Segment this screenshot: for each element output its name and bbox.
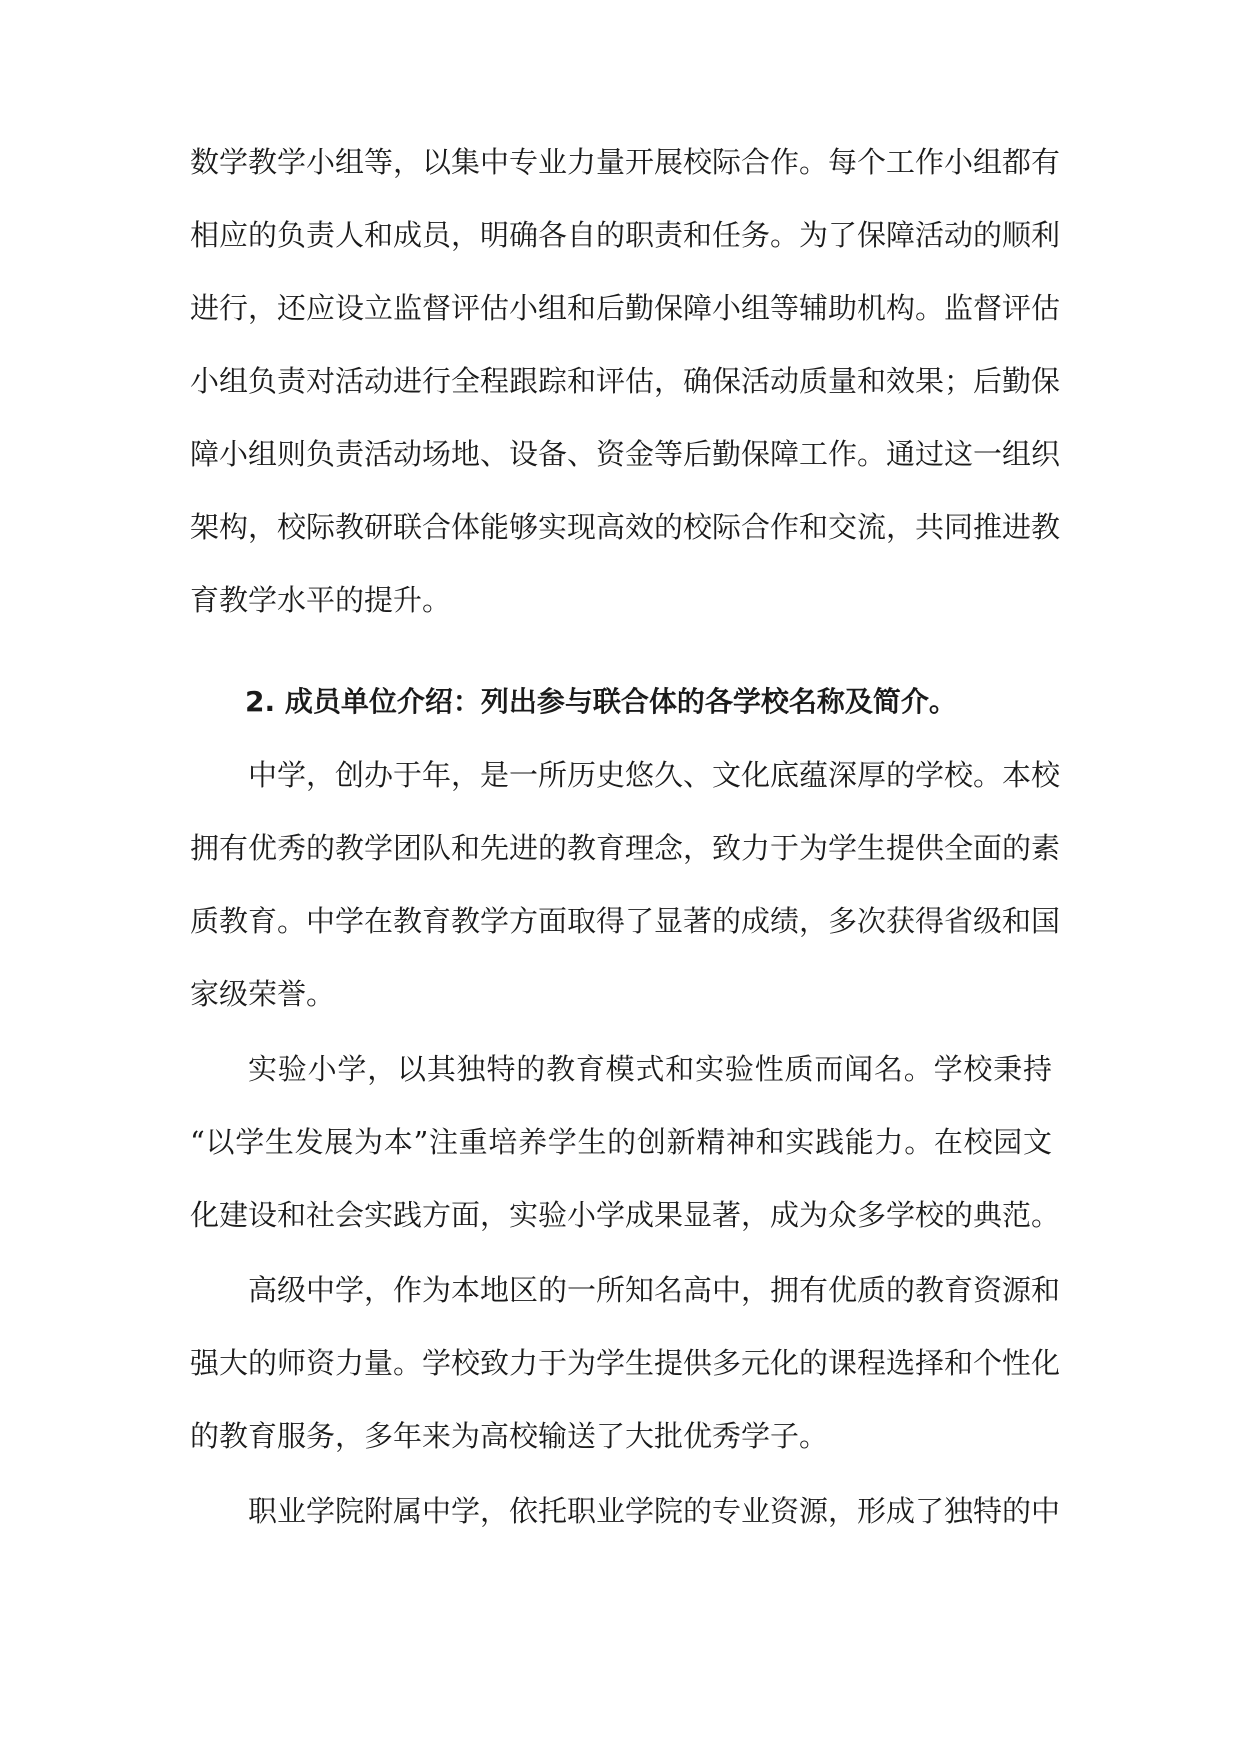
text-line: 强大的师资力量。学校致力于为学生提供多元化的课程选择和个性化 [190,1346,1061,1380]
text-line: 育教学水平的提升。 [190,583,452,617]
text-line: 中学，创办于年，是一所历史悠久、文化底蕴深厚的学校。本校 [248,758,1061,792]
section-heading: 2. 成员单位介绍：列出参与联合体的各学校名称及简介。 [245,685,957,718]
paragraph-middle-school [190,755,1061,1014]
document-body [190,142,1061,1564]
paragraph-org-structure [190,142,1061,620]
text-line: 的教育服务，多年来为高校输送了大批优秀学子。 [190,1419,829,1453]
text-line: 小组负责对活动进行全程跟踪和评估，确保活动质量和效果；后勤保 [190,364,1061,398]
paragraph-senior-high [190,1270,1061,1456]
text-line: “以学生发展为本”注重培养学生的创新精神和实践能力。在校园文 [190,1125,1052,1159]
text-line: 数学教学小组等，以集中专业力量开展校际合作。每个工作小组都有 [190,145,1061,179]
text-line: 拥有优秀的教学团队和先进的教育理念，致力于为学生提供全面的素 [190,831,1061,865]
text-line: 障小组则负责活动场地、设备、资金等后勤保障工作。通过这一组织 [190,437,1061,471]
text-line: 化建设和社会实践方面，实验小学成果显著，成为众多学校的典范。 [190,1198,1061,1232]
text-line: 家级荣誉。 [190,977,336,1011]
text-line: 高级中学，作为本地区的一所知名高中，拥有优质的教育资源和 [248,1273,1061,1307]
text-line: 质教育。中学在教育教学方面取得了显著的成绩，多次获得省级和国 [190,904,1061,938]
text-line: 相应的负责人和成员，明确各自的职责和任务。为了保障活动的顺利 [190,218,1061,252]
text-line: 实验小学，以其独特的教育模式和实验性质而闻名。学校秉持 [248,1052,1052,1086]
paragraph-vocational-affiliated [190,1491,1061,1531]
text-line: 架构，校际教研联合体能够实现高效的校际合作和交流，共同推进教 [190,510,1061,544]
text-line: 进行，还应设立监督评估小组和后勤保障小组等辅助机构。监督评估 [190,291,1061,325]
paragraph-experimental-primary [190,1049,1061,1235]
text-line: 职业学院附属中学，依托职业学院的专业资源，形成了独特的中 [248,1494,1061,1528]
